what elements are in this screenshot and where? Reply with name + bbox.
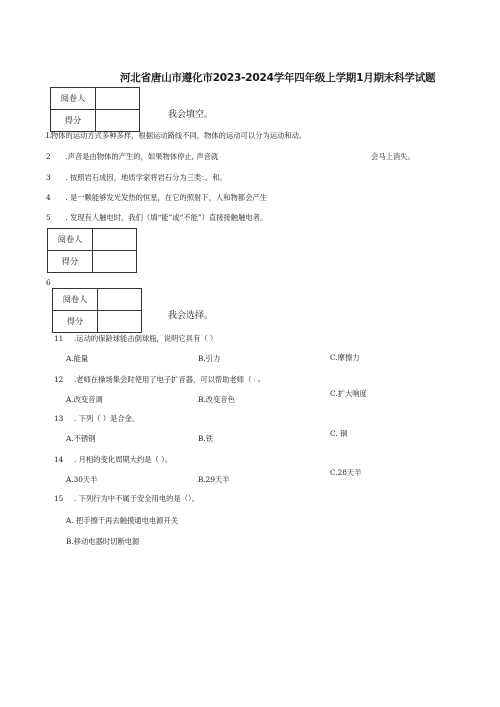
choice-question-13	[54, 414, 139, 424]
score-label: 得分	[48, 251, 93, 273]
question-number: 15	[54, 494, 64, 503]
option-a[interactable]: A. 把手擦干再去触摸通电电源开关	[66, 516, 179, 525]
reviewer-field[interactable]	[93, 229, 137, 251]
choice-question-11	[54, 334, 217, 344]
fill-question-5	[46, 213, 267, 223]
option-a[interactable]: A.改变音调	[66, 395, 103, 404]
option-c[interactable]: C.摩擦力	[330, 353, 360, 362]
option-c[interactable]: C.扩大响度	[330, 389, 367, 398]
option-a[interactable]: A.30天半	[66, 475, 98, 484]
question-number: 3	[46, 173, 51, 182]
score-label: 得分	[53, 311, 98, 333]
question-number: 12	[54, 375, 64, 384]
reviewer-label: 阅卷人	[53, 289, 98, 311]
question-text: . 按照岩石成因，地质学家将岩石分为三类：、和。	[65, 173, 227, 182]
reviewer-label: 阅卷人	[51, 88, 96, 110]
score-label: 得分	[51, 110, 96, 132]
option-a[interactable]: A.能量	[66, 354, 89, 363]
fill-question-2-tail: 会马上消失。	[371, 152, 415, 161]
option-a[interactable]: A.不锈钢	[66, 434, 96, 443]
fill-question-4	[46, 193, 267, 203]
question-text: .老师在操场集会时使用了电子扩音器，可以帮助老师（	[73, 375, 252, 384]
question-number: 5	[46, 213, 51, 222]
question-number: 4	[46, 193, 51, 202]
choice-question-15	[54, 494, 199, 504]
question-text: . 月相的变化周期大约是（ ）。	[73, 455, 173, 464]
choice-question-12	[54, 375, 260, 385]
reviewer-field[interactable]	[96, 88, 140, 110]
question-text: . 下列（ ）是合金。	[73, 414, 140, 423]
option-b[interactable]: B.移动电器时切断电源	[66, 537, 140, 546]
section2-title: 我会选择。	[168, 311, 214, 321]
fill-question-2	[46, 152, 218, 162]
question-number: 14	[54, 455, 64, 464]
page-title: 河北省唐山市遵化市2023-2024学年四年级上学期1月期末科学试题	[120, 72, 436, 84]
option-b[interactable]: B.铁	[198, 434, 213, 443]
score-field[interactable]	[98, 311, 142, 333]
question-number: 11	[54, 334, 64, 343]
question-text: . 是一颗能够发光发热的恒星，在它的照射下，人和物都会产生	[65, 193, 267, 202]
option-b[interactable]: B.改变音色	[198, 395, 235, 404]
score-box-2	[47, 228, 137, 273]
question-text: .声音是由物体的产生的，如果物体停止, 声音就	[65, 152, 219, 161]
fill-question-3	[46, 173, 227, 183]
option-b[interactable]: B.引力	[198, 354, 221, 363]
choice-question-14	[54, 455, 172, 465]
question-text: .运动的保龄球能击倒球瓶，说明它具有（ ）	[73, 334, 218, 343]
fill-question-1	[46, 131, 306, 141]
score-field[interactable]	[96, 110, 140, 132]
question-text: . 发现有人触电时，我们（填“能”或“不能”）直接接触触电者。	[65, 213, 268, 222]
score-box-1	[50, 87, 140, 132]
question-number: 2	[46, 152, 51, 161]
option-c[interactable]: C. 铜	[330, 429, 348, 438]
option-c[interactable]: C.28天半	[330, 468, 362, 477]
reviewer-field[interactable]	[98, 289, 142, 311]
question-text: . 下列行为中不属于安全用电的是（）。	[73, 494, 199, 503]
option-b[interactable]: B.29天半	[198, 475, 230, 484]
score-box-3	[52, 288, 142, 333]
section1-title: 我会填空。	[168, 110, 214, 120]
question-text: L物体的运动方式多种多样，根据运动路线不同，物体的运动可以分为运动和动。	[46, 131, 307, 140]
reviewer-label: 阅卷人	[48, 229, 93, 251]
question-number: 13	[54, 414, 64, 423]
stray-number: 6	[46, 278, 51, 287]
score-field[interactable]	[93, 251, 137, 273]
stray-mark: ）a	[253, 378, 261, 383]
